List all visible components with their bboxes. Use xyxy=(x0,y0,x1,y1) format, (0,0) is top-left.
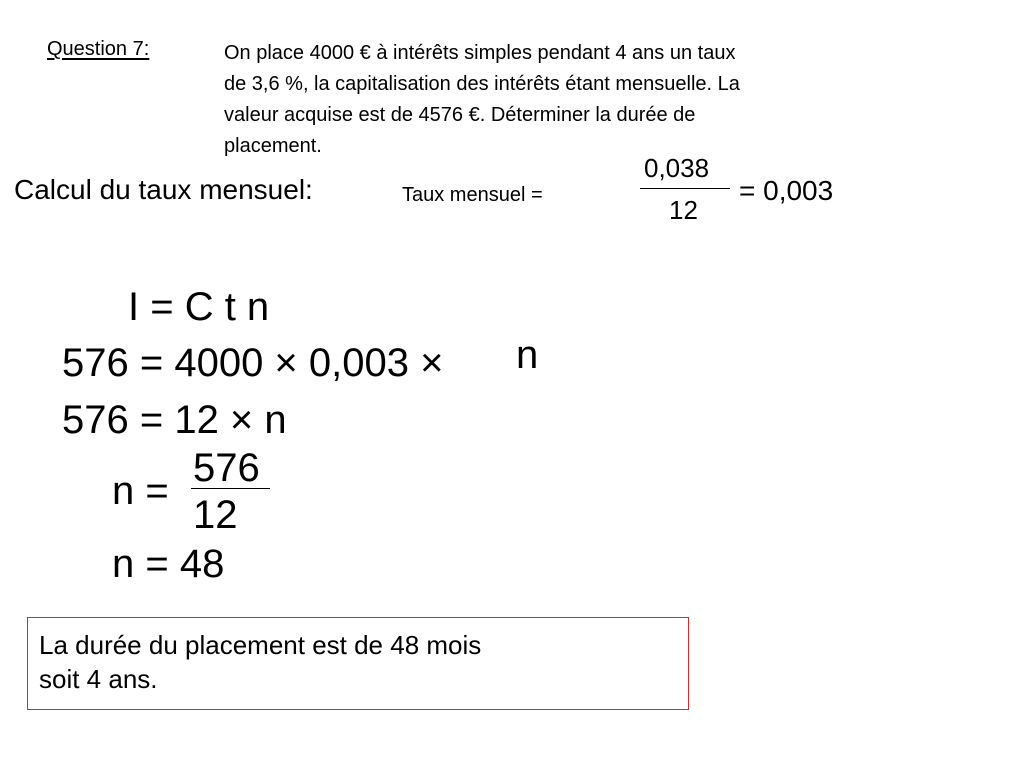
conclusion-box xyxy=(27,617,689,710)
question-line: placement. xyxy=(224,135,322,157)
question-line: On place 4000 € à intérêts simples pendant 4 ans un taux xyxy=(224,42,736,64)
rate-fraction-denominator: 12 xyxy=(669,195,698,225)
result-equation: n = 48 xyxy=(112,542,225,586)
conclusion-line: soit 4 ans. xyxy=(39,664,158,694)
rate-fraction-bar xyxy=(640,188,730,189)
substitution-variable-n: n xyxy=(516,333,539,377)
solve-fraction-numerator: 576 xyxy=(193,446,260,490)
solve-fraction-bar xyxy=(191,488,270,489)
conclusion-line: La durée du placement est de 48 mois xyxy=(39,630,482,660)
substitution-equation: 576 = 4000 × 0,003 × xyxy=(62,341,444,385)
question-label: Question 7: xyxy=(47,38,150,60)
simplified-equation: 576 = 12 × n xyxy=(62,398,287,442)
question-line: de 3,6 %, la capitalisation des intérêts étant mensuelle. La xyxy=(224,73,740,95)
rate-fraction-numerator: 0,038 xyxy=(644,153,710,183)
rate-heading: Calcul du taux mensuel: xyxy=(14,174,313,205)
conclusion-text xyxy=(39,628,481,696)
question-line: valeur acquise est de 4576 €. Déterminer la durée de xyxy=(224,104,696,126)
rate-result: = 0,003 xyxy=(739,175,834,206)
solve-fraction-denominator: 12 xyxy=(193,493,238,537)
rate-label: Taux mensuel = xyxy=(402,184,543,206)
question-text xyxy=(224,38,904,162)
solve-equation-lhs: n = xyxy=(112,469,169,513)
formula-equation: I = C t n xyxy=(128,285,270,329)
